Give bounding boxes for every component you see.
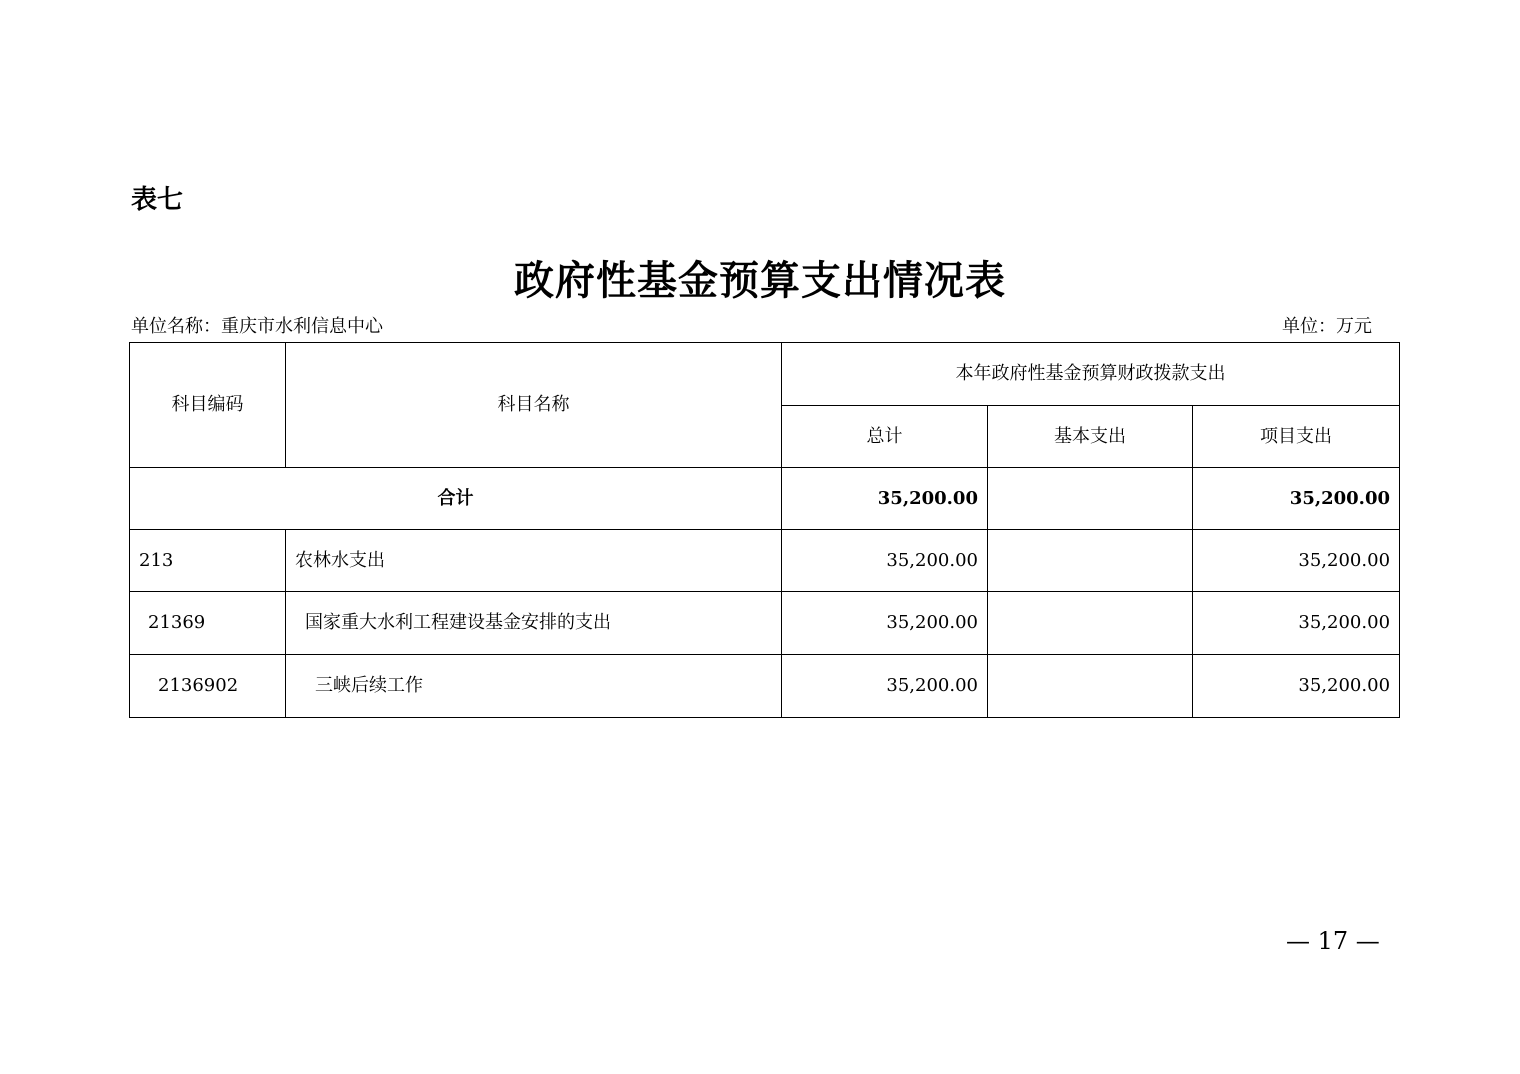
header-basic: 基本支出 (988, 406, 1193, 468)
page-title: 政府性基金预算支出情况表 (514, 257, 1006, 304)
row-project: 35,200.00 (1193, 655, 1400, 718)
row-code: 2136902 (130, 655, 286, 718)
row-basic (988, 530, 1193, 592)
unit-name-label: 单位名称：重庆市水利信息中心 (131, 316, 383, 337)
table-row (130, 655, 1400, 718)
header-row-1 (130, 343, 1400, 406)
row-name: 三峡后续工作 (286, 655, 782, 718)
summary-row (130, 468, 1400, 530)
table-row (130, 592, 1400, 655)
row-project: 35,200.00 (1193, 592, 1400, 655)
row-name: 国家重大水利工程建设基金安排的支出 (286, 592, 782, 655)
header-project: 项目支出 (1193, 406, 1400, 468)
summary-total: 35,200.00 (782, 468, 988, 530)
row-code: 21369 (130, 592, 286, 655)
header-name: 科目名称 (286, 343, 782, 468)
row-total: 35,200.00 (782, 655, 988, 718)
table-row (130, 530, 1400, 592)
summary-basic (988, 468, 1193, 530)
row-project: 35,200.00 (1193, 530, 1400, 592)
currency-unit-label: 单位：万元 (1282, 316, 1372, 337)
page-number: — 17 — (1286, 927, 1380, 955)
summary-label: 合计 (130, 468, 782, 530)
header-total: 总计 (782, 406, 988, 468)
row-total: 35,200.00 (782, 592, 988, 655)
row-name: 农林水支出 (286, 530, 782, 592)
table-number: 表七 (131, 185, 184, 215)
row-basic (988, 655, 1193, 718)
row-basic (988, 592, 1193, 655)
header-code: 科目编码 (130, 343, 286, 468)
row-total: 35,200.00 (782, 530, 988, 592)
row-code: 213 (130, 530, 286, 592)
summary-project: 35,200.00 (1193, 468, 1400, 530)
budget-table (129, 342, 1400, 718)
header-group: 本年政府性基金预算财政拨款支出 (782, 343, 1400, 406)
